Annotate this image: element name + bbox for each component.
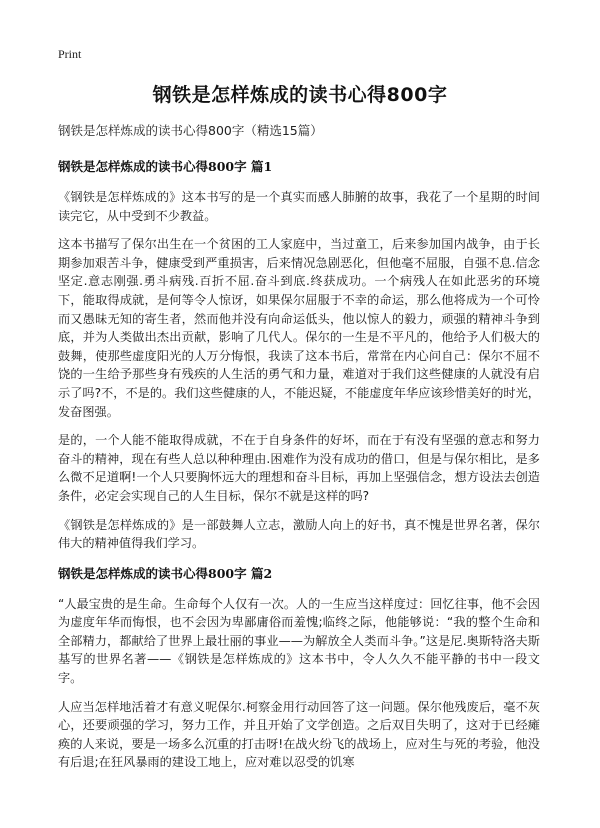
- document-body: [58, 122, 540, 782]
- section-1-paragraph-1: 《钢铁是怎样炼成的》这本书写的是一个真实而感人肺腑的故事，我花了一个星期的时间读完它，从中受到不少教益。: [58, 190, 540, 223]
- section-1-paragraph-4: 《钢铁是怎样炼成的》是一部鼓舞人立志，激励人向上的好书，真不愧是世界名著，保尔伟大的精神值得我们学习。: [58, 517, 540, 551]
- document-subtitle: 钢铁是怎样炼成的读书心得800字（精选15篇）: [58, 123, 323, 138]
- section-2-paragraph-2: 人应当怎样地活着才有意义呢保尔.柯察金用行动回答了这一问题。保尔他残废后，毫不灰心，还要顽强的学习，努力工作，并且开始了文学创造。之后双目失明了，这对于已经瘫痪的人来说，要是一场多么沉重的打击呀!在战火纷飞的战场上，应对生与死的考验，他没有后退;在狂风暴雨的建设工地上，应对难以忍受的饥寒: [58, 699, 540, 770]
- section-heading-1: 钢铁是怎样炼成的读书心得800字 篇1: [58, 159, 273, 174]
- section-heading-2: 钢铁是怎样炼成的读书心得800字 篇2: [58, 565, 273, 581]
- section-2-paragraph-1: “人最宝贵的是生命。生命每个人仅有一次。人的一生应当这样度过：回忆往事，他不会因为虚度年华而悔恨，也不会因为卑鄙庸俗而羞愧;临终之际，他能够说：“我的整个生命和全部精力，都献给了世界上最壮丽的事业——为解放全人类而斗争。”这是尼.奥斯特洛夫斯基写的世界名著——《钢铁是怎样炼成的》这本书中，令人久久不能平静的书中一段文字。: [58, 596, 540, 686]
- page-title: 钢铁是怎样炼成的读书心得800字: [152, 84, 448, 106]
- print-link[interactable]: Print: [58, 47, 82, 61]
- section-1-paragraph-2: 这本书描写了保尔出生在一个贫困的工人家庭中，当过童工，后来参加国内战争，由于长期参加艰苦斗争，健康受到严重损害，后来情况急剧恶化，但他毫不屈服，自强不息.信念坚定.意志刚强.勇斗病残.百折不屈.奋斗到底.终获成功。一个病残人在如此恶劣的环境下，能取得成就，是何等令人惊讶，如果保尔屈服于不幸的命运，那么他将成为一个可怜而又愚昧无知的寄生者，然而他并没有向命运低头，他以惊人的毅力，顽强的精神斗争到底，并为人类做出杰出贡献，影响了几代人。保尔的一生是不平凡的，他给予人们极大的鼓舞，使那些虚度阳光的人万分悔恨，我读了这本书后，常常在内心问自己：保尔不屈不饶的一生给予那些身有残疾的人生活的勇气和力量，难道对于我们这些健康的人就没有启示了吗?不，不是的。我们这些健康的人，不能迟疑，不能虚度年华应该珍惜美好的时光，发奋图强。: [58, 237, 540, 419]
- section-1-paragraph-3: 是的，一个人能不能取得成就，不在于自身条件的好坏，而在于有没有坚强的意志和努力奋斗的精神，现在有些人总以种种理由.困难作为没有成功的借口，但是与保尔相比，是多么微不足道啊!一个人只要胸怀远大的理想和奋斗目标，再加上坚强信念，想方设法去创造条件，必定会实现自己的人生目标，保尔不就是这样的吗?: [58, 433, 540, 503]
